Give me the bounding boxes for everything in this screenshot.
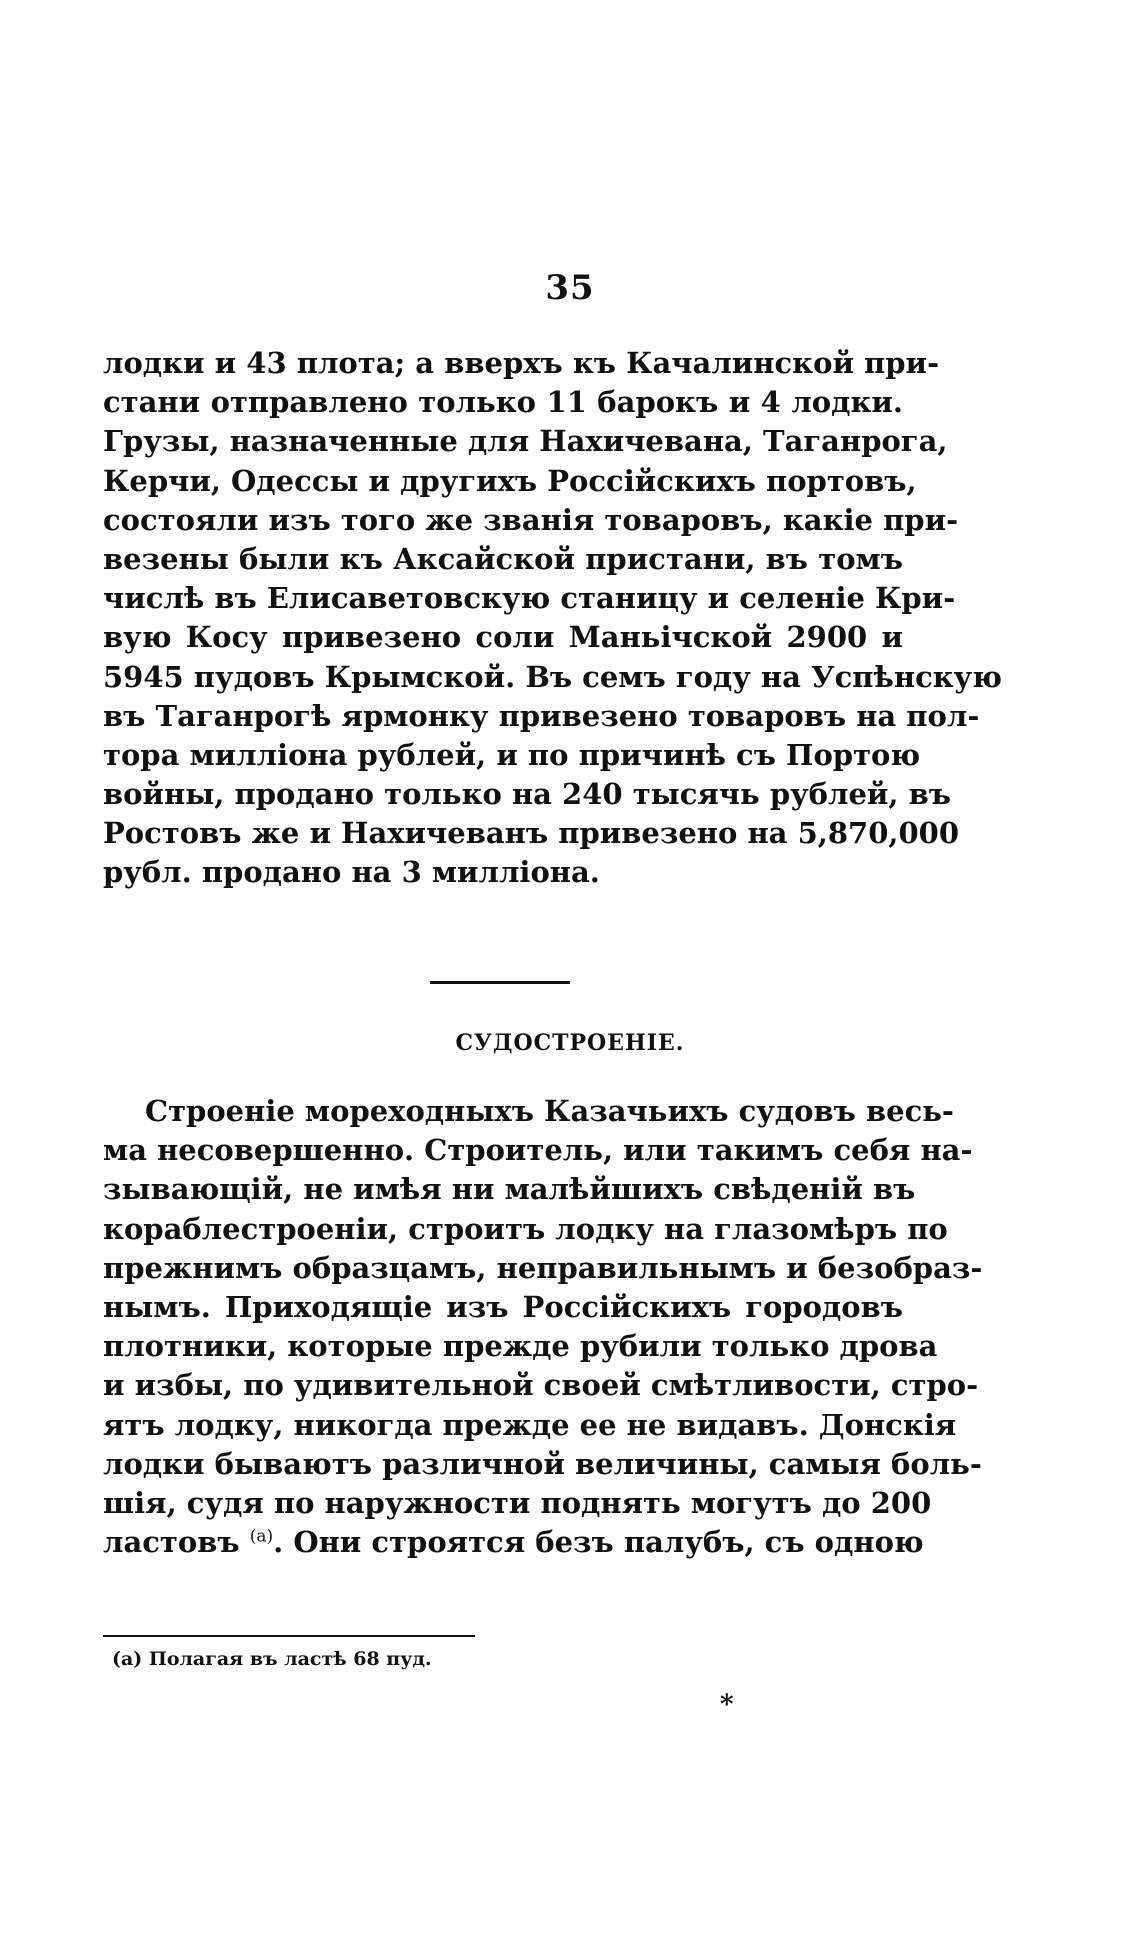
text-line: лодки бываютъ различной величины, самыя боль- (103, 1446, 982, 1481)
footnote-divider (103, 1635, 475, 1637)
text-line: въ Таганрогѣ ярмонку привезено товаровъ на пол- (103, 698, 980, 733)
section-divider (430, 981, 570, 984)
text-line: Керчи, Одессы и другихъ Россійскихъ портовъ, (103, 463, 917, 498)
text-line: кораблестроеніи, строитъ лодку на глазомѣръ по (103, 1211, 948, 1246)
text-fragment: ластовъ (103, 1525, 240, 1560)
page-number: 35 (545, 268, 595, 308)
text-line: ятъ лодку, никогда прежде ее не видавъ. Донскія (103, 1407, 957, 1442)
text-line-with-footnote-ref (103, 1523, 924, 1562)
text-fragment: . Они строятся безъ палубъ, съ одною (273, 1525, 924, 1560)
footnote: (a) Полагая въ ластѣ 68 пуд. (112, 1648, 432, 1670)
text-line: тора милліона рублей, и по причинѣ съ Портою (103, 737, 921, 772)
text-line: лодки и 43 плота; а вверхъ къ Качалинской при- (103, 346, 940, 380)
text-line: нымъ. Приходящіе изъ Россійскихъ городовъ (103, 1289, 903, 1324)
text-line: вую Косу привезено соли Маньічской 2900 и (103, 620, 903, 655)
text-line: Строеніе мореходныхъ Казачьихъ судовъ весь- (145, 1094, 954, 1128)
text-line: состояли изъ того же званія товаровъ, какіе при- (103, 502, 959, 537)
footnote-reference: (a) (249, 1526, 274, 1547)
text-line: войны, продано только на 240 тысячь рублей, въ (103, 777, 951, 812)
paragraph-1 (103, 344, 1002, 893)
text-line: 5945 пудовъ Крымской. Въ семъ году на Успѣнскую (103, 659, 1002, 694)
text-line: плотники, которые прежде рубили только дрова (103, 1329, 938, 1364)
text-line: стани отправлено только 11 барокъ и 4 лодки. (103, 385, 903, 420)
text-line: зывающій, не имѣя ни малѣйшихъ свѣденій въ (103, 1172, 916, 1207)
text-line: рубл. продано на 3 милліона. (103, 855, 600, 890)
text-line: шія, судя по наружности поднять могутъ до 200 (103, 1485, 932, 1520)
paragraph-2 (103, 1092, 983, 1562)
printer-signature-mark: * (720, 1690, 734, 1720)
text-line: ма несовершенно. Строитель, или такимъ себя на- (103, 1133, 973, 1168)
text-line: Ростовъ же и Нахичеванъ привезено на 5,870,000 (103, 816, 960, 851)
section-heading: СУДОСТРОЕНІЕ. (455, 1030, 685, 1056)
text-line: числѣ въ Елисаветовскую станицу и селеніе Кри- (103, 581, 956, 616)
text-line: Грузы, назначенные для Нахичевана, Таганрога, (103, 424, 948, 459)
text-line: и избы, по удивительной своей смѣтливости, стро- (103, 1368, 979, 1403)
text-line: прежнимъ образцамъ, неправильнымъ и безобраз- (103, 1250, 983, 1285)
text-line: везены были къ Аксайской пристани, въ томъ (103, 541, 903, 576)
